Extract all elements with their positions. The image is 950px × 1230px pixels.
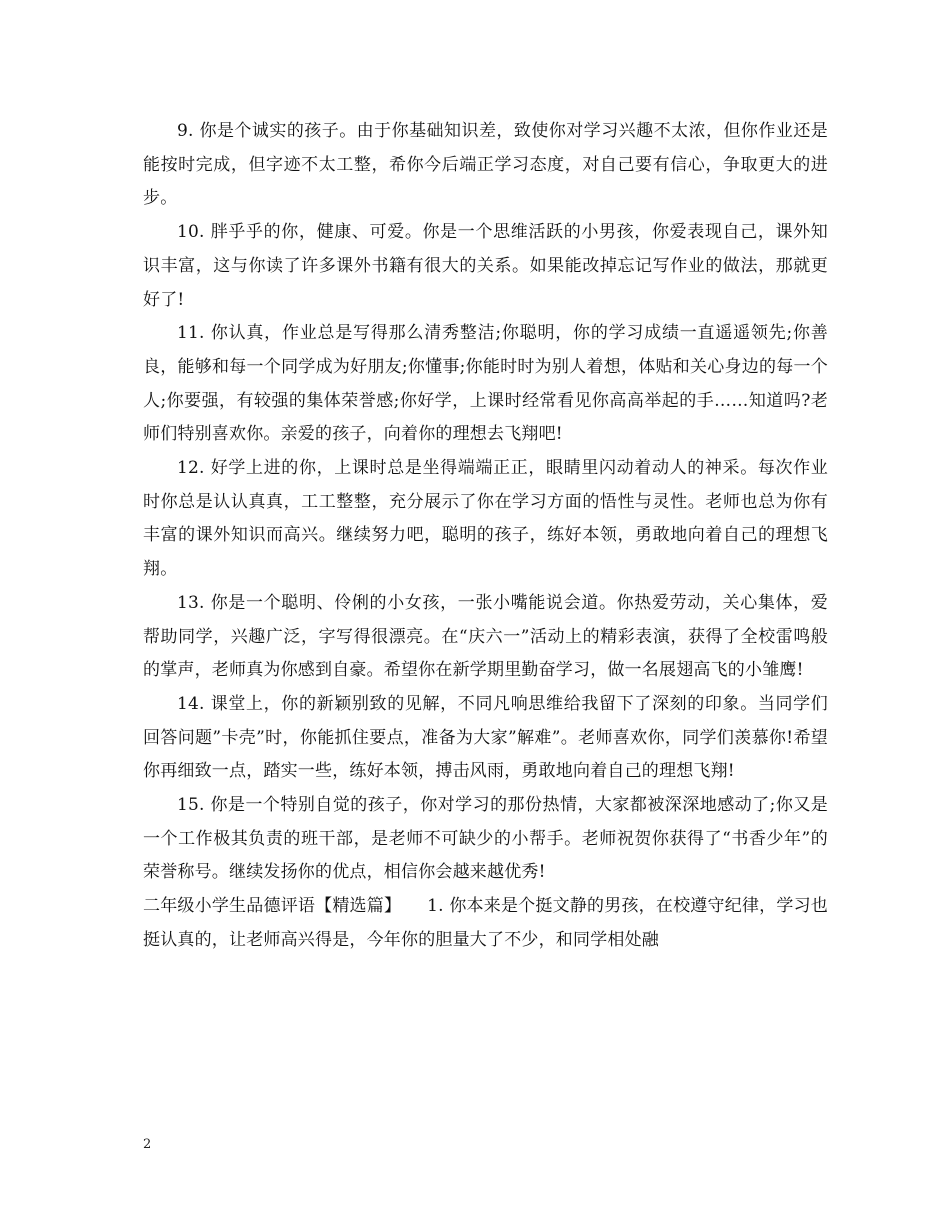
comment-paragraph-13: 13. 你是一个聪明、伶俐的小女孩，一张小嘴能说会道。你热爱劳动，关心集体，爱帮助同学，兴趣广泛，字写得很漂亮。在“庆六一”活动上的精彩表演，获得了全校雷鸣般的掌声，老师真为你感到自豪。希望你在新学期里勤奋学习，做一名展翅高飞的小雏鹰!	[143, 592, 828, 681]
comment-paragraph-14: 14. 课堂上，你的新颖别致的见解，不同凡响思维给我留下了深刻的印象。当同学们回答问题”卡壳”时，你能抓住要点，准备为大家”解难”。老师喜欢你，同学们羡慕你!希望你再细致一点，踏实一些，练好本领，搏击风雨，勇敢地向着自己的理想飞翔!	[143, 693, 828, 782]
comment-paragraph-10: 10. 胖乎乎的你，健康、可爱。你是一个思维活跃的小男孩，你爱表现自己，课外知识丰富，这与你读了许多课外书籍有很大的关系。如果能改掉忘记写作业的做法，那就更好了!	[143, 222, 828, 310]
document-body	[143, 115, 828, 958]
comment-paragraph-11: 11. 你认真，作业总是写得那么清秀整洁;你聪明，你的学习成绩一直遥遥领先;你善良，能够和每一个同学成为好朋友;你懂事;你能时时为别人着想，体贴和关心身边的每一个人;你要强，有较强的集体荣誉感;你好学，上课时经常看见你高高举起的手……知道吗?老师们特别喜欢你。亲爱的孩子，向着你的理想去飞翔吧!	[143, 323, 828, 445]
comment-paragraph-15: 15. 你是一个特别自觉的孩子，你对学习的那份热情，大家都被深深地感动了;你又是一个工作极其负责的班干部，是老师不可缺少的小帮手。老师祝贺你获得了“书香少年”的荣誉称号。继续发扬你的优点，相信你会越来越优秀!	[143, 795, 828, 883]
comment-paragraph-12: 12. 好学上进的你，上课时总是坐得端端正正，眼睛里闪动着动人的神采。每次作业时你总是认认真真，工工整整，充分展示了你在学习方面的悟性与灵性。老师也总为你有丰富的课外知识而高兴。继续努力吧，聪明的孩子，练好本领，勇敢地向着自己的理想飞翔。	[143, 458, 828, 580]
page-number: 2	[143, 1137, 152, 1152]
section-heading-paragraph: 二年级小学生品德评语【精选篇】 1. 你本来是个挺文静的男孩，在校遵守纪律，学习也挺认真的，让老师高兴得是，今年你的胆量大了不少，和同学相处融	[143, 896, 828, 950]
comment-paragraph-9: 9. 你是个诚实的孩子。由于你基础知识差，致使你对学习兴趣不太浓，但你作业还是能按时完成，但字迹不太工整，希你今后端正学习态度，对自己要有信心，争取更大的进步。	[143, 121, 828, 209]
